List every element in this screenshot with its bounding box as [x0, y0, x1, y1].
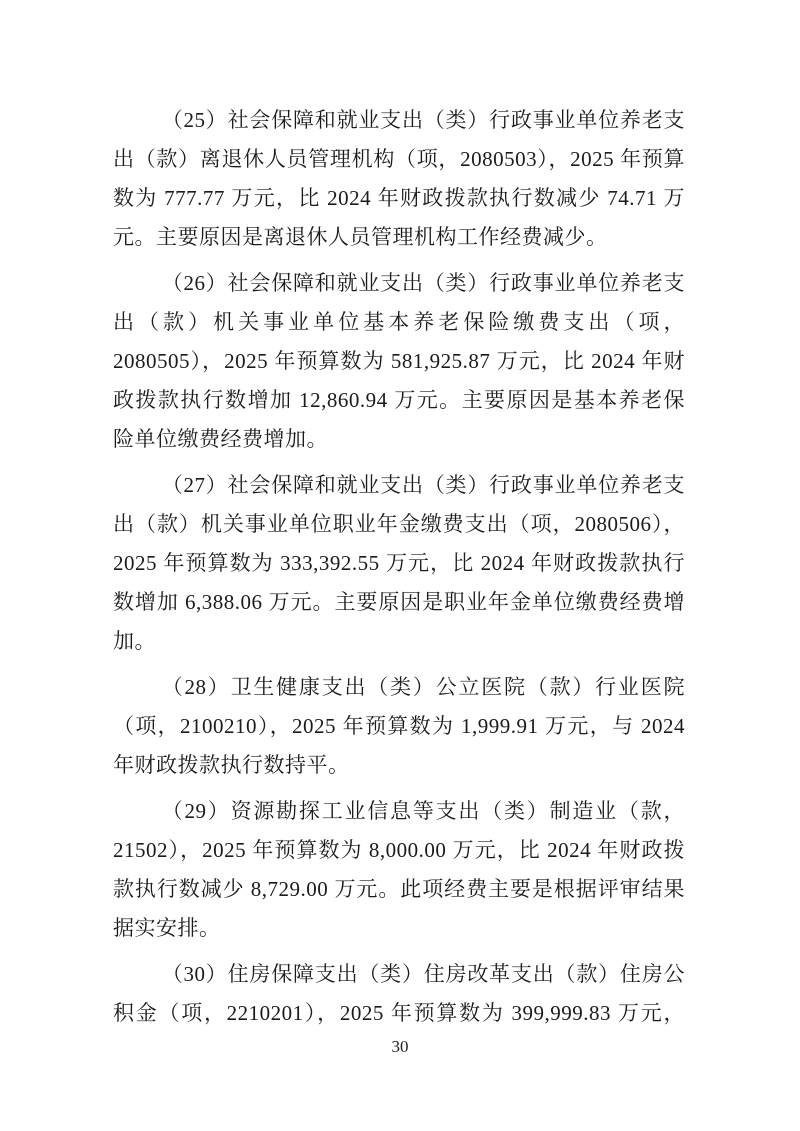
paragraph-item-25: （25）社会保障和就业支出（类）行政事业单位养老支出（款）离退休人员管理机构（项，2080503），2025 年预算数为 777.77 万元，比 2024 年财政拨款执行数减少 74.71 万元。主要原因是离退休人员管理机构工作经费减少。: [113, 108, 685, 249]
page-number: 30: [391, 1037, 409, 1056]
paragraph-item-29: （29）资源勘探工业信息等支出（类）制造业（款，21502），2025 年预算数为 8,000.00 万元，比 2024 年财政拨款执行数减少 8,729.00 万元。此项经费主要是根据评审结果据实安排。: [113, 799, 685, 940]
paragraph-item-26: （26）社会保障和就业支出（类）行政事业单位养老支出（款）机关事业单位基本养老保险缴费支出（项，2080505），2025 年预算数为 581,925.87 万元，比 2024 年财政拨款执行数增加 12,860.94 万元。主要原因是基本养老保险单位缴费经费增加。: [113, 271, 685, 451]
paragraph-item-27: （27）社会保障和就业支出（类）行政事业单位养老支出（款）机关事业单位职业年金缴费支出（项，2080506），2025 年预算数为 333,392.55 万元，比 2024 年财政拨款执行数增加 6,388.06 万元。主要原因是职业年金单位缴费经费增加。: [113, 473, 685, 653]
paragraph-item-30: （30）住房保障支出（类）住房改革支出（款）住房公积金（项，2210201），2025 年预算数为 399,999.83 万元，: [113, 962, 685, 1025]
page-body: [113, 101, 685, 1040]
paragraph-item-28: （28）卫生健康支出（类）公立医院（款）行业医院（项，2100210），2025 年预算数为 1,999.91 万元，与 2024 年财政拨款执行数持平。: [113, 675, 685, 777]
